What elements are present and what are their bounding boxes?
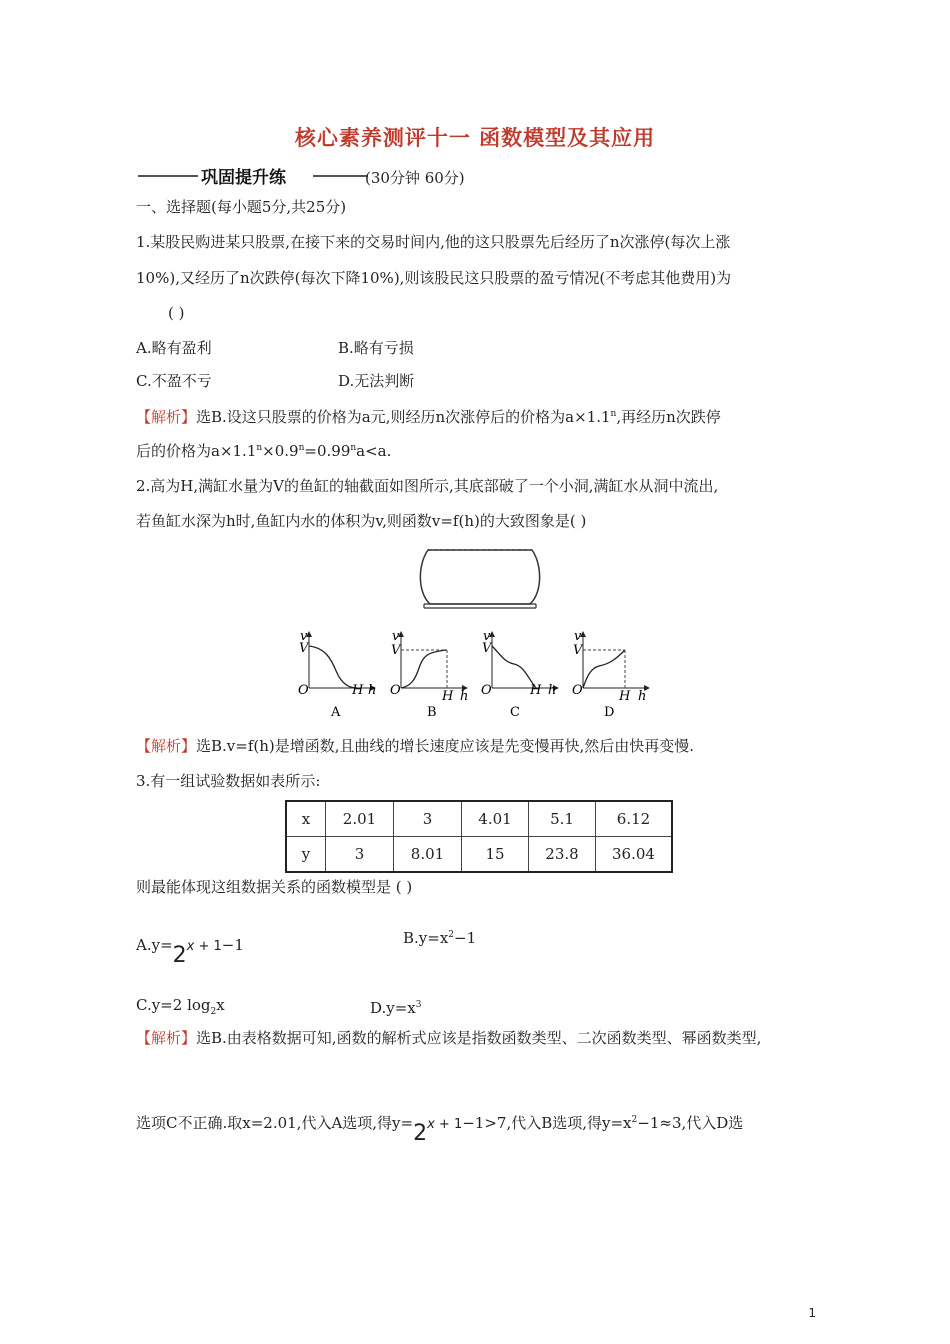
q1-ans1a: 选B.设这只股票的价格为a元,则经历n次涨停后的价格为a×1.1	[196, 408, 611, 426]
q3-ans2-pre: 选项C不正确.取x=2.01,代入A选项,得y=	[136, 1114, 414, 1132]
q2-line1: 2.高为H,满缸水量为V的鱼缸的轴截面如图所示,其底部破了一个小洞,满缸水从洞中流出,	[136, 477, 719, 495]
graph-d	[572, 629, 649, 720]
q3-optb-sup: 2	[448, 930, 455, 940]
q1-line2: 10%),又经历了n次跌停(每次下降10%),则该股民这只股票的盈亏情况(不考虑其他费用)为	[136, 269, 732, 287]
fish-tank-figure	[410, 544, 550, 614]
q3-opta-exp-rest: + 1	[194, 939, 222, 954]
graph-b-label: B	[427, 705, 437, 720]
q1-answer-line2	[136, 438, 391, 461]
table-cell: 2.01	[326, 801, 394, 837]
section-bar-line-right	[313, 175, 368, 177]
table-row	[286, 801, 672, 837]
table-cell: 4.01	[462, 801, 529, 837]
part-heading: 一、选择题(每小题5分,共25分)	[136, 198, 347, 216]
q1-option-d: D.无法判断	[338, 372, 415, 390]
section-label: 巩固提升练	[198, 163, 289, 188]
graph-c-curve	[492, 646, 536, 688]
graph-b-H: H	[442, 689, 454, 704]
q3-opta-post: −1	[221, 936, 244, 954]
graph-d-h: h	[638, 689, 647, 704]
q3-option-d	[370, 995, 422, 1018]
q1-ans2d: a<a.	[356, 442, 392, 460]
q3-optc-pre: C.y=2 log	[136, 996, 211, 1014]
q1-answer-tag: 【解析】	[136, 408, 197, 426]
q3-answer-line2	[136, 1103, 744, 1146]
q3-optd-sup: 3	[415, 1000, 422, 1010]
graph-a-O: O	[298, 683, 309, 698]
graph-b-h: h	[460, 689, 469, 704]
section-bar	[138, 163, 368, 189]
graph-a	[298, 629, 376, 720]
table-cell: 36.04	[596, 837, 673, 873]
graph-c-O: O	[481, 683, 492, 698]
q3-ans2-mid: −1>7,代入B选项,得y=x	[462, 1114, 632, 1132]
q3-option-a	[136, 925, 244, 968]
q3-ans2-expr	[413, 1117, 463, 1146]
q3-answer-tag: 【解析】	[136, 1029, 197, 1047]
q1-option-b: B.略有亏损	[338, 339, 414, 357]
graph-b-O: O	[390, 683, 401, 698]
graph-d-O: O	[572, 683, 583, 698]
q1-option-a: A.略有盈利	[136, 339, 212, 357]
table-cell: x	[286, 801, 326, 837]
q3-ans2-exp-rest: + 1	[434, 1117, 463, 1132]
graph-a-V: V	[299, 641, 309, 656]
graph-b-curve	[401, 650, 447, 688]
q3-ans2-post: −1≈3,代入D选	[637, 1114, 744, 1132]
q1-ans2a: 后的价格为a×1.1	[136, 442, 257, 460]
q3-line2: 则最能体现这组数据关系的函数模型是 ( )	[136, 878, 413, 896]
fish-tank-outline	[420, 550, 539, 604]
page-number: 1	[808, 1306, 816, 1320]
q3-option-c	[136, 995, 225, 1022]
graph-c-h: h	[548, 683, 557, 698]
q3-optc-post: x	[216, 996, 225, 1014]
table-cell: 6.12	[596, 801, 673, 837]
table-cell: 3	[394, 801, 462, 837]
table-cell: y	[286, 837, 326, 873]
graph-a-curve	[309, 646, 357, 688]
q3-ans2-exp-x: x	[427, 1117, 435, 1132]
q1-line1: 1.某股民购进某只股票,在接下来的交易时间内,他的这只股票先后经历了n次涨停(每次上涨	[136, 233, 731, 251]
q1-ans2c: =0.99	[304, 442, 351, 460]
graph-a-v: v	[300, 629, 308, 644]
q1-answer-line1	[136, 404, 721, 427]
table-cell: 3	[326, 837, 394, 873]
q1-option-c: C.不盈不亏	[136, 372, 212, 390]
graph-options	[295, 628, 655, 723]
graph-c	[481, 629, 558, 720]
q2-answer-text: 选B.v=f(h)是增函数,且曲线的增长速度应该是先变慢再快,然后由快再变慢.	[196, 737, 695, 755]
q2-answer	[136, 736, 694, 756]
graph-b-v: v	[392, 629, 400, 644]
q2-answer-tag: 【解析】	[136, 737, 197, 755]
q1-ans2-sup2: n	[298, 443, 305, 453]
q3-ans2-base: 2	[413, 1121, 428, 1146]
graph-d-V: V	[573, 643, 583, 658]
q3-option-b	[403, 925, 476, 948]
graph-d-H: H	[619, 689, 631, 704]
q3-ans2-sup: 2	[631, 1115, 638, 1125]
q3-opta-expr	[172, 939, 222, 968]
q3-opta-pre: A.y=	[136, 936, 173, 954]
section-bar-line-left	[138, 175, 198, 177]
q3-line1: 3.有一组试验数据如表所示:	[136, 772, 321, 790]
q1-ans2b: ×0.9	[262, 442, 299, 460]
graph-d-v: v	[574, 629, 582, 644]
graph-a-h: h	[368, 683, 377, 698]
q1-ans1-sup: n	[610, 409, 617, 419]
q3-optc-sub: 2	[210, 1007, 217, 1017]
graph-d-curve	[583, 650, 625, 688]
section-time: (30分钟 60分)	[365, 169, 465, 187]
graph-a-label: A	[331, 705, 341, 720]
graph-c-V: V	[482, 641, 492, 656]
q3-opta-exp-x: x	[186, 939, 195, 954]
q3-ans1: 选B.由表格数据可知,函数的解析式应该是指数函数类型、二次函数类型、幂函数类型,	[196, 1029, 762, 1047]
table-cell: 5.1	[529, 801, 596, 837]
graph-c-label: C	[510, 705, 520, 720]
graph-a-H: H	[352, 683, 364, 698]
graph-d-label: D	[604, 705, 615, 720]
table-row	[286, 837, 672, 873]
q1-ans1b: ,再经历n次跌停	[616, 408, 721, 426]
graph-b-V: V	[391, 643, 401, 658]
q1-ans2-sup3: n	[350, 443, 357, 453]
table-cell: 23.8	[529, 837, 596, 873]
q3-opta-base: 2	[172, 943, 187, 968]
graph-b	[390, 629, 468, 720]
q1-ans2-sup1: n	[256, 443, 263, 453]
q3-optb-pre: B.y=x	[403, 929, 449, 947]
graph-c-v: v	[483, 629, 491, 644]
q3-optd-pre: D.y=x	[370, 999, 416, 1017]
table-cell: 15	[462, 837, 529, 873]
q1-paren: ( )	[168, 304, 185, 322]
graph-c-H: H	[530, 683, 542, 698]
data-table	[285, 800, 673, 873]
q2-line2: 若鱼缸水深为h时,鱼缸内水的体积为v,则函数v=f(h)的大致图象是( )	[136, 512, 587, 530]
table-cell: 8.01	[394, 837, 462, 873]
q3-optb-post: −1	[454, 929, 477, 947]
q3-answer-line1	[136, 1028, 761, 1048]
page-title: 核心素养测评十一 函数模型及其应用	[294, 125, 656, 150]
